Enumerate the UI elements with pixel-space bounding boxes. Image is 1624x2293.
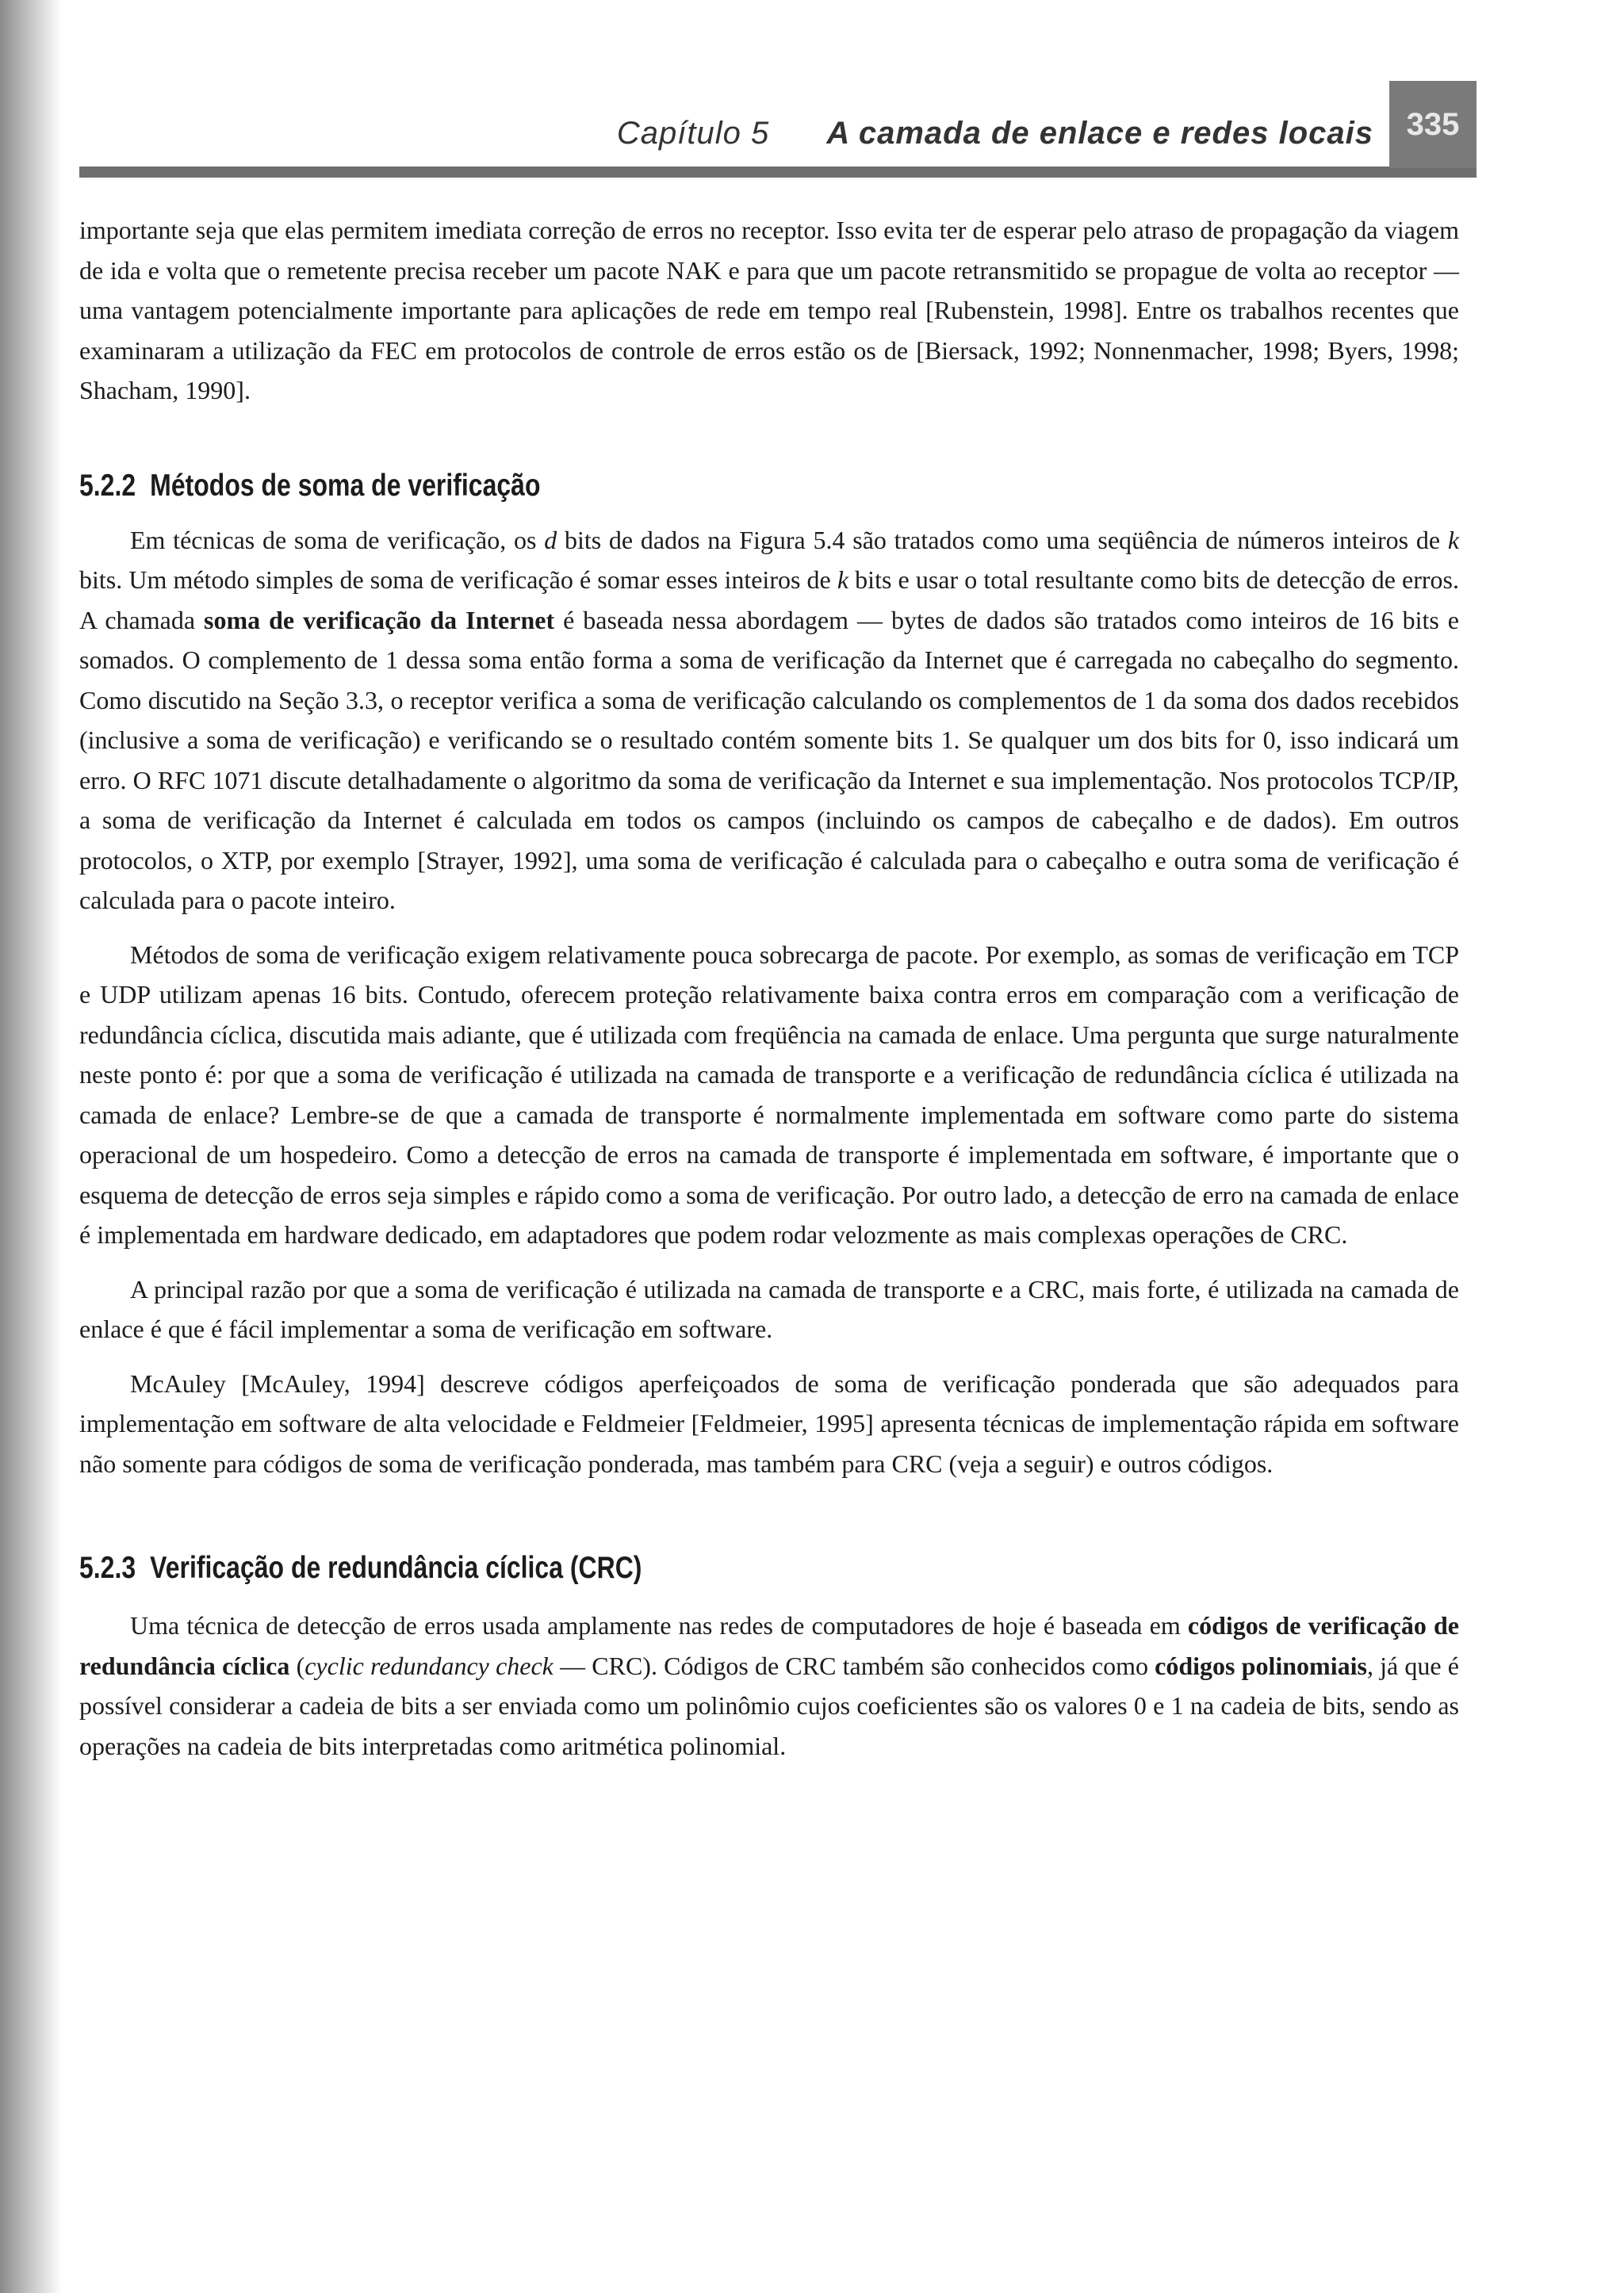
chapter-label: Capítulo 5 bbox=[616, 116, 770, 151]
paragraph-checksum-overhead: Métodos de soma de verificação exigem relativamente pouca sobrecarga de pacote. Por exemplo, as somas de verificação em TCP e UDP utilizam apenas 16 bits. Contudo, oferecem proteção relativamente baixa contra erros em comparação com a verificação de redundância cíclica, discutida mais adiante, que é utilizada com freqüência na camada de enlace. Uma pergunta que surge naturalmente neste ponto é: por que a soma de verificação é utilizada na camada de transporte e a verificação de redundância cíclica é utilizada na camada de enlace? Lembre-se de que a camada de transporte é normalmente implementada em software como parte do sistema operacional de um hospedeiro. Como a detecção de erros na camada de transporte é implementada em software, é importante que o esquema de detecção de erros seja simples e rápido como a soma de verificação. Por outro lado, a detecção de erro na camada de enlace é implementada em hardware dedicado, em adaptadores que podem rodar velozmente as mais complexas operações de CRC. bbox=[79, 940, 1459, 1249]
section-title: Métodos de soma de verificação bbox=[150, 468, 541, 503]
paragraph-fec-continuation: importante seja que elas permitem imediata correção de erros no receptor. Isso evita ter de esperar pelo atraso de propagação da viagem de ida e volta que o remetente precisa receber um pacote NAK e para que um pacote retransmitido se propague de volta ao receptor — uma vantagem potencialmente importante para aplicações de rede em tempo real [Rubenstein, 1998]. Entre os trabalhos recentes que examinaram a utilização da FEC em protocolos de controle de erros estão os de [Biersack, 1992; Nonnenmacher, 1998; Byers, 1998; Shacham, 1990]. bbox=[79, 216, 1459, 404]
paragraph-mcauley: McAuley [McAuley, 1994] descreve códigos aperfeiçoados de soma de verificação ponderada que são adequados para implementação em software de alta velocidade e Feldmeier [Feldmeier, 1995] apresenta técnicas de implementação rápida em software não somente para códigos de soma de verificação ponderada, mas também para CRC (veja a seguir) e outros códigos. bbox=[79, 1369, 1459, 1478]
term-crc-english: cyclic redundancy check bbox=[304, 1651, 553, 1680]
running-head bbox=[617, 116, 1373, 151]
term-internet-checksum: soma de verificação da Internet bbox=[204, 605, 555, 634]
page-number: 335 bbox=[1389, 81, 1477, 168]
page-content bbox=[79, 210, 1459, 1766]
paragraph-crc-intro: Uma técnica de detecção de erros usada amplamente nas redes de computadores de hoje é baseada em códigos de verificação de redundância cíclica (cyclic redundancy check — CRC). Códigos de CRC também são conhecidos como códigos polinomiais, já que é possível considerar a cadeia de bits a ser enviada como um polinômio cujos coeficientes são os valores 0 e 1 na cadeia de bits, sendo as operações na cadeia de bits interpretadas como aritmética polinomial. bbox=[79, 1611, 1460, 1760]
paragraph-checksum-reason: A principal razão por que a soma de verificação é utilizada na camada de transporte e a CRC, mais forte, é utilizada na camada de enlace é que é fácil implementar a soma de verificação em software. bbox=[79, 1274, 1459, 1343]
paragraph-checksum-intro: Em técnicas de soma de verificação, os d bits de dados na Figura 5.4 são tratados como uma seqüência de números inteiros de k bits. Um método simples de soma de verificação é somar esses inteiros de k bits e usar o total resultante como bits de detecção de erros. A chamada soma de verificação da Internet é baseada nessa abordagem — bytes de dados são tratados como inteiros de 16 bits e somados. O complemento de 1 dessa soma então forma a soma de verificação da Internet que é carregada no cabeçalho do segmento. Como discutido na Seção 3.3, o receptor verifica a soma de verificação calculando os complementos de 1 da soma dos dados recebidos (inclusive a soma de verificação) e verificando se o resultado contém somente bits 1. Se qualquer um dos bits for 0, isso indicará um erro. O RFC 1071 discute detalhadamente o algoritmo da soma de verificação da Internet e sua implementação. Nos protocolos TCP/IP, a soma de verificação da Internet é calculada em todos os campos (incluindo os campos de cabeçalho e de dados). Em outros protocolos, o XTP, por exemplo [Strayer, 1992], uma soma de verificação é calculada para o cabeçalho e outra soma de verificação é calculada para o pacote inteiro. bbox=[79, 525, 1460, 914]
book-spine-shadow bbox=[0, 0, 62, 2293]
term-polynomial-codes: códigos polinomiais bbox=[1155, 1651, 1367, 1680]
page-header bbox=[79, 103, 1477, 178]
section-heading-5-2-2 bbox=[79, 466, 1211, 506]
term-crc-codes: códigos de verificação de redundância cíclica bbox=[79, 1611, 1460, 1680]
section-title: Verificação de redundância cíclica (CRC) bbox=[150, 1551, 642, 1585]
section-number: 5.2.2 bbox=[79, 468, 136, 503]
chapter-title: A camada de enlace e redes locais bbox=[826, 116, 1373, 151]
section-heading-5-2-3 bbox=[79, 1548, 1211, 1588]
section-number: 5.2.3 bbox=[79, 1551, 136, 1585]
